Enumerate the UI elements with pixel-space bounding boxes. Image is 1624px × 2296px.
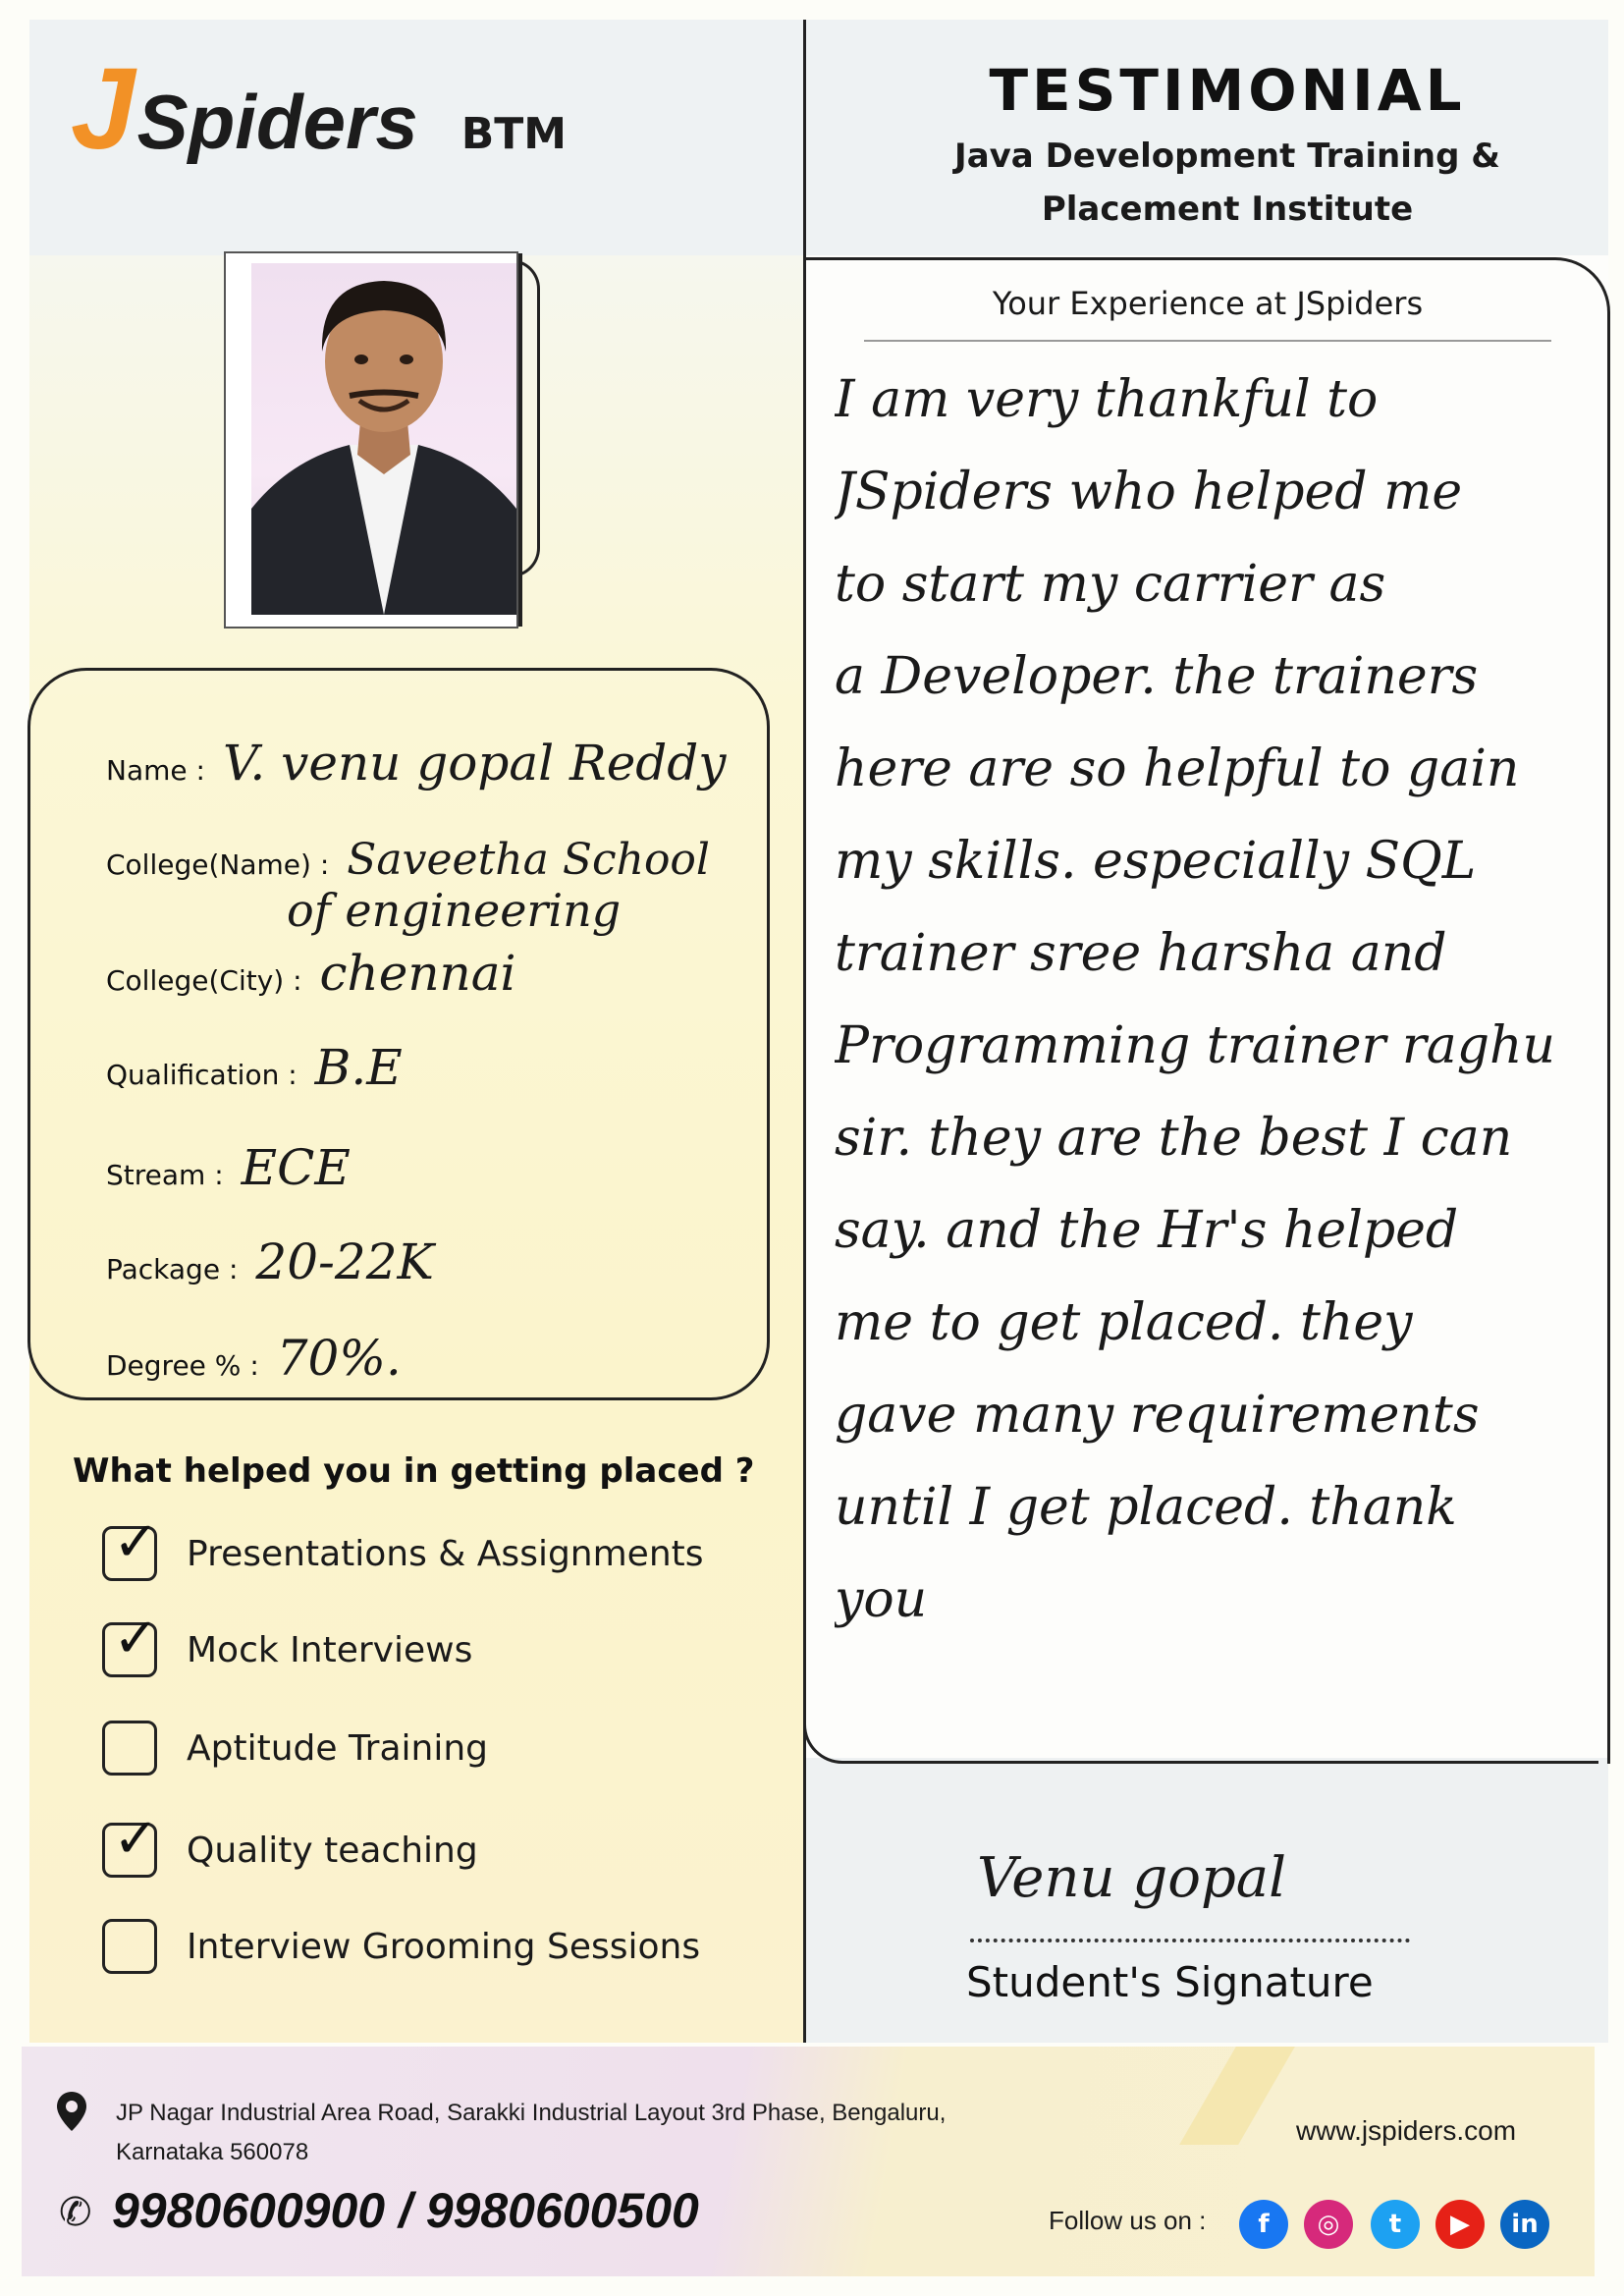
signature-label: Student's Signature <box>966 1958 1374 2006</box>
field-college-name <box>106 835 710 885</box>
address <box>116 2094 946 2172</box>
facebook-glyph: f <box>1258 2210 1270 2239</box>
experience-line: here are so helpful to gain <box>835 739 1520 798</box>
field-degree <box>106 1330 402 1387</box>
experience-title: Your Experience at JSpiders <box>992 285 1424 322</box>
experience-line: to start my carrier as <box>835 555 1386 614</box>
logo-wordmark: Spiders <box>136 79 418 165</box>
branch-name: BTM <box>460 109 568 159</box>
website-link[interactable]: www.jspiders.com <box>1296 2115 1517 2146</box>
jspiders-logo <box>71 44 568 174</box>
subtitle-line-1: Java Development Training & <box>954 137 1500 176</box>
checklist-item-label: Interview Grooming Sessions <box>187 1926 701 1967</box>
college-city-value: chennai <box>319 945 516 1002</box>
phone-icon: ✆ <box>59 2190 92 2235</box>
experience-line: me to get placed. they <box>835 1293 1413 1352</box>
checkbox[interactable] <box>102 1721 157 1776</box>
follow-us-label: Follow us on : <box>1049 2206 1207 2235</box>
experience-line: you <box>835 1570 928 1629</box>
experience-box-bottom <box>803 1719 1598 1764</box>
title-block <box>815 57 1624 236</box>
checklist-item <box>102 1721 488 1776</box>
college-name-value-line-1: Saveetha School <box>347 835 710 885</box>
experience-divider <box>864 340 1551 342</box>
stream-value: ECE <box>241 1139 351 1196</box>
name-label: Name : <box>106 754 205 787</box>
twitter-icon[interactable] <box>1371 2200 1420 2249</box>
checkmark-icon: ✓ <box>113 1607 159 1670</box>
student-portrait-illustration <box>251 263 516 615</box>
package-label: Package : <box>106 1253 239 1285</box>
checkbox[interactable] <box>102 1807 159 1878</box>
name-value: V. venu gopal Reddy <box>222 735 727 792</box>
student-photo <box>251 263 516 615</box>
degree-value: 70%. <box>276 1330 402 1387</box>
field-name <box>106 735 727 792</box>
linkedin-glyph: in <box>1511 2210 1539 2239</box>
checkmark-icon: ✓ <box>113 1807 159 1871</box>
page-title: TESTIMONIAL <box>989 57 1466 124</box>
package-value: 20-22K <box>255 1233 434 1290</box>
checklist-item-label: Mock Interviews <box>187 1629 473 1670</box>
checkbox[interactable] <box>102 1919 157 1974</box>
checklist-item-label: Aptitude Training <box>187 1727 489 1769</box>
experience-line: gave many requirements <box>835 1386 1480 1445</box>
field-qualification <box>106 1039 403 1096</box>
experience-line: my skills. especially SQL <box>835 832 1477 891</box>
student-signature-handwriting: Venu gopal <box>977 1846 1287 1910</box>
subtitle-line-2: Placement Institute <box>1041 190 1414 229</box>
field-stream <box>106 1139 351 1196</box>
experience-line: sir. they are the best I can <box>835 1109 1513 1168</box>
experience-line: say. and the Hr's helped <box>835 1201 1459 1260</box>
instagram-glyph: ◎ <box>1317 2210 1340 2239</box>
experience-line: until I get placed. thank <box>835 1478 1457 1537</box>
location-pin-icon <box>55 2090 88 2133</box>
college-name-value-line-2: of engineering <box>287 884 622 937</box>
checkbox[interactable] <box>102 1510 159 1581</box>
experience-line: JSpiders who helped me <box>835 463 1463 521</box>
qualification-value: B.E <box>314 1039 403 1096</box>
experience-line: a Developer. the trainers <box>835 647 1479 706</box>
checklist-item <box>102 1510 704 1581</box>
experience-line: I am very thankful to <box>835 370 1379 429</box>
address-line-1: JP Nagar Industrial Area Road, Sarakki Industrial Layout 3rd Phase, Bengaluru, <box>116 2100 947 2126</box>
experience-text <box>835 354 1610 1646</box>
instagram-icon[interactable] <box>1304 2200 1353 2249</box>
checklist-item <box>102 1919 700 1974</box>
facebook-icon[interactable] <box>1239 2200 1288 2249</box>
college-name-label: College(Name) : <box>106 848 330 881</box>
signature-line <box>970 1939 1410 1942</box>
twitter-glyph: t <box>1388 2210 1402 2239</box>
youtube-glyph: ▶ <box>1450 2210 1470 2239</box>
address-line-2: Karnataka 560078 <box>116 2139 309 2165</box>
checklist-title: What helped you in getting placed ? <box>73 1451 755 1491</box>
experience-line: Programming trainer raghu <box>835 1016 1556 1075</box>
degree-label: Degree % : <box>106 1349 259 1382</box>
checkmark-icon: ✓ <box>113 1510 159 1574</box>
checklist-item-label: Presentations & Assignments <box>187 1533 704 1574</box>
checklist-item <box>102 1607 473 1677</box>
field-college-city <box>106 945 516 1002</box>
phone-numbers[interactable]: 9980600900 / 9980600500 <box>112 2183 699 2238</box>
field-package <box>106 1233 434 1290</box>
checklist-item-label: Quality teaching <box>187 1830 478 1871</box>
logo-j: J <box>71 44 135 174</box>
college-city-label: College(City) : <box>106 964 302 997</box>
stream-label: Stream : <box>106 1159 224 1191</box>
experience-line: trainer sree harsha and <box>835 924 1447 983</box>
youtube-icon[interactable] <box>1435 2200 1485 2249</box>
checklist-item <box>102 1807 478 1878</box>
checkbox[interactable] <box>102 1607 159 1677</box>
linkedin-icon[interactable] <box>1500 2200 1549 2249</box>
qualification-label: Qualification : <box>106 1059 298 1091</box>
